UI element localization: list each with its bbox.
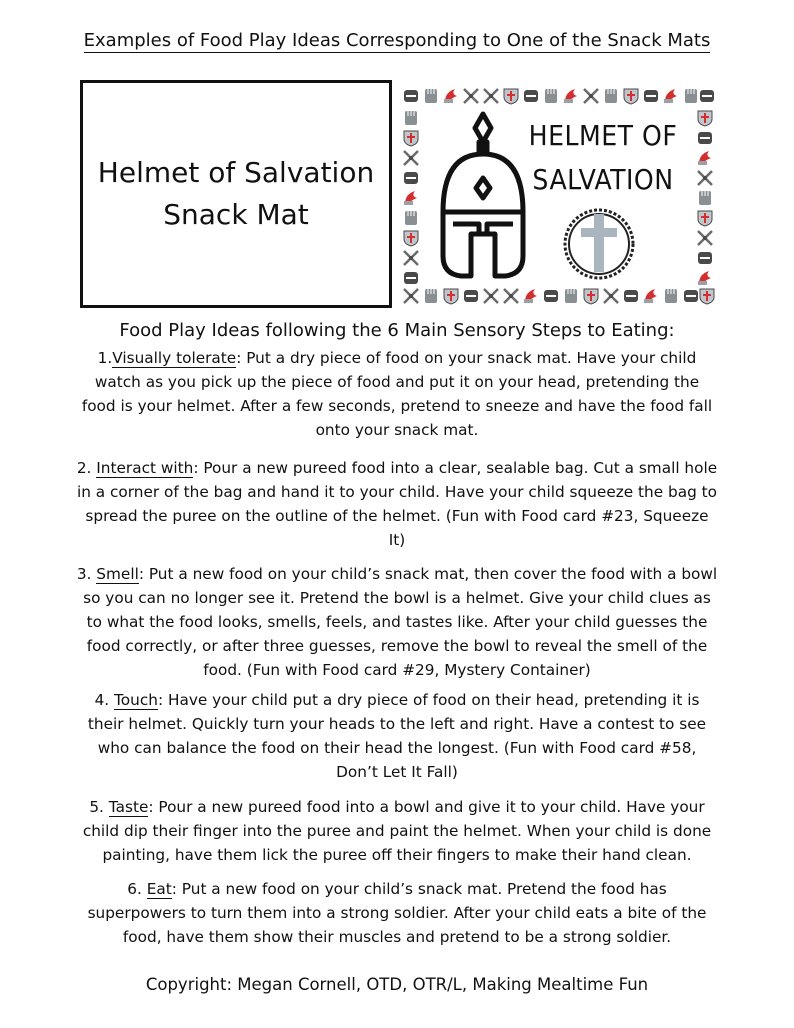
mat-label-line2: Snack Mat: [163, 198, 309, 231]
mat-label-line1: Helmet of Salvation: [97, 156, 375, 189]
step-smell: 3. Smell: Put a new food on your child’s snack mat, then cover the food with a bowl so you can no longer see it. Pretend the bowl is a helmet. Give your child clues as to what the food looks, smells, feels, and tastes like. After your child guesses the food correctly, or after three guesses, remove the bowl to reveal the smell of the food. (Fun with Food card #29, Mystery Container): [76, 565, 718, 679]
step-eat: 6. Eat: Put a new food on your child’s snack mat. Pretend the food has superpowers to turn them into a strong soldier. After your child eats a bite of the food, have them show their muscles and pretend to be a strong soldier.: [87, 880, 707, 946]
step-visually-tolerate: 1.Visually tolerate: Put a dry piece of food on your snack mat. Have your child watch as you pick up the piece of food and put it on your head, pretending the food is your helmet. After a few seconds, pretend to sneeze and have the food fall onto your snack mat.: [81, 349, 713, 439]
page-title: Examples of Food Play Ideas Corresponding to One of the Snack Mats: [83, 30, 711, 51]
section-heading: Food Play Ideas following the 6 Main Sensory Steps to Eating:: [119, 320, 675, 341]
snack-mat-label-box: [80, 80, 392, 308]
copyright-footer: Copyright: Megan Cornell, OTD, OTR/L, Making Mealtime Fun: [145, 975, 649, 994]
step-interact-with: 2. Interact with: Pour a new pureed food into a clear, sealable bag. Cut a small hole in a corner of the bag and hand it to your child. Have your child squeeze the bag to spread the puree on the outline of the helmet. (Fun with Food card #23, Squeeze It): [76, 459, 718, 549]
step-taste: 5. Taste: Pour a new pureed food into a bowl and give it to your child. Have your child dip their finger into the puree and paint the helmet. When your child is done painting, have them lick the puree off their fingers to make their hand clean.: [82, 798, 712, 864]
step-touch: 4. Touch: Have your child put a dry piece of food on their head, pretending it is their helmet. Quickly turn your heads to the left and right. Have a contest to see who can balance the food on their head the longest. (Fun with Food card #58, Don’t Let It Fall): [87, 691, 707, 781]
mat-image-title: HELMET OF SALVATION: [528, 119, 678, 196]
